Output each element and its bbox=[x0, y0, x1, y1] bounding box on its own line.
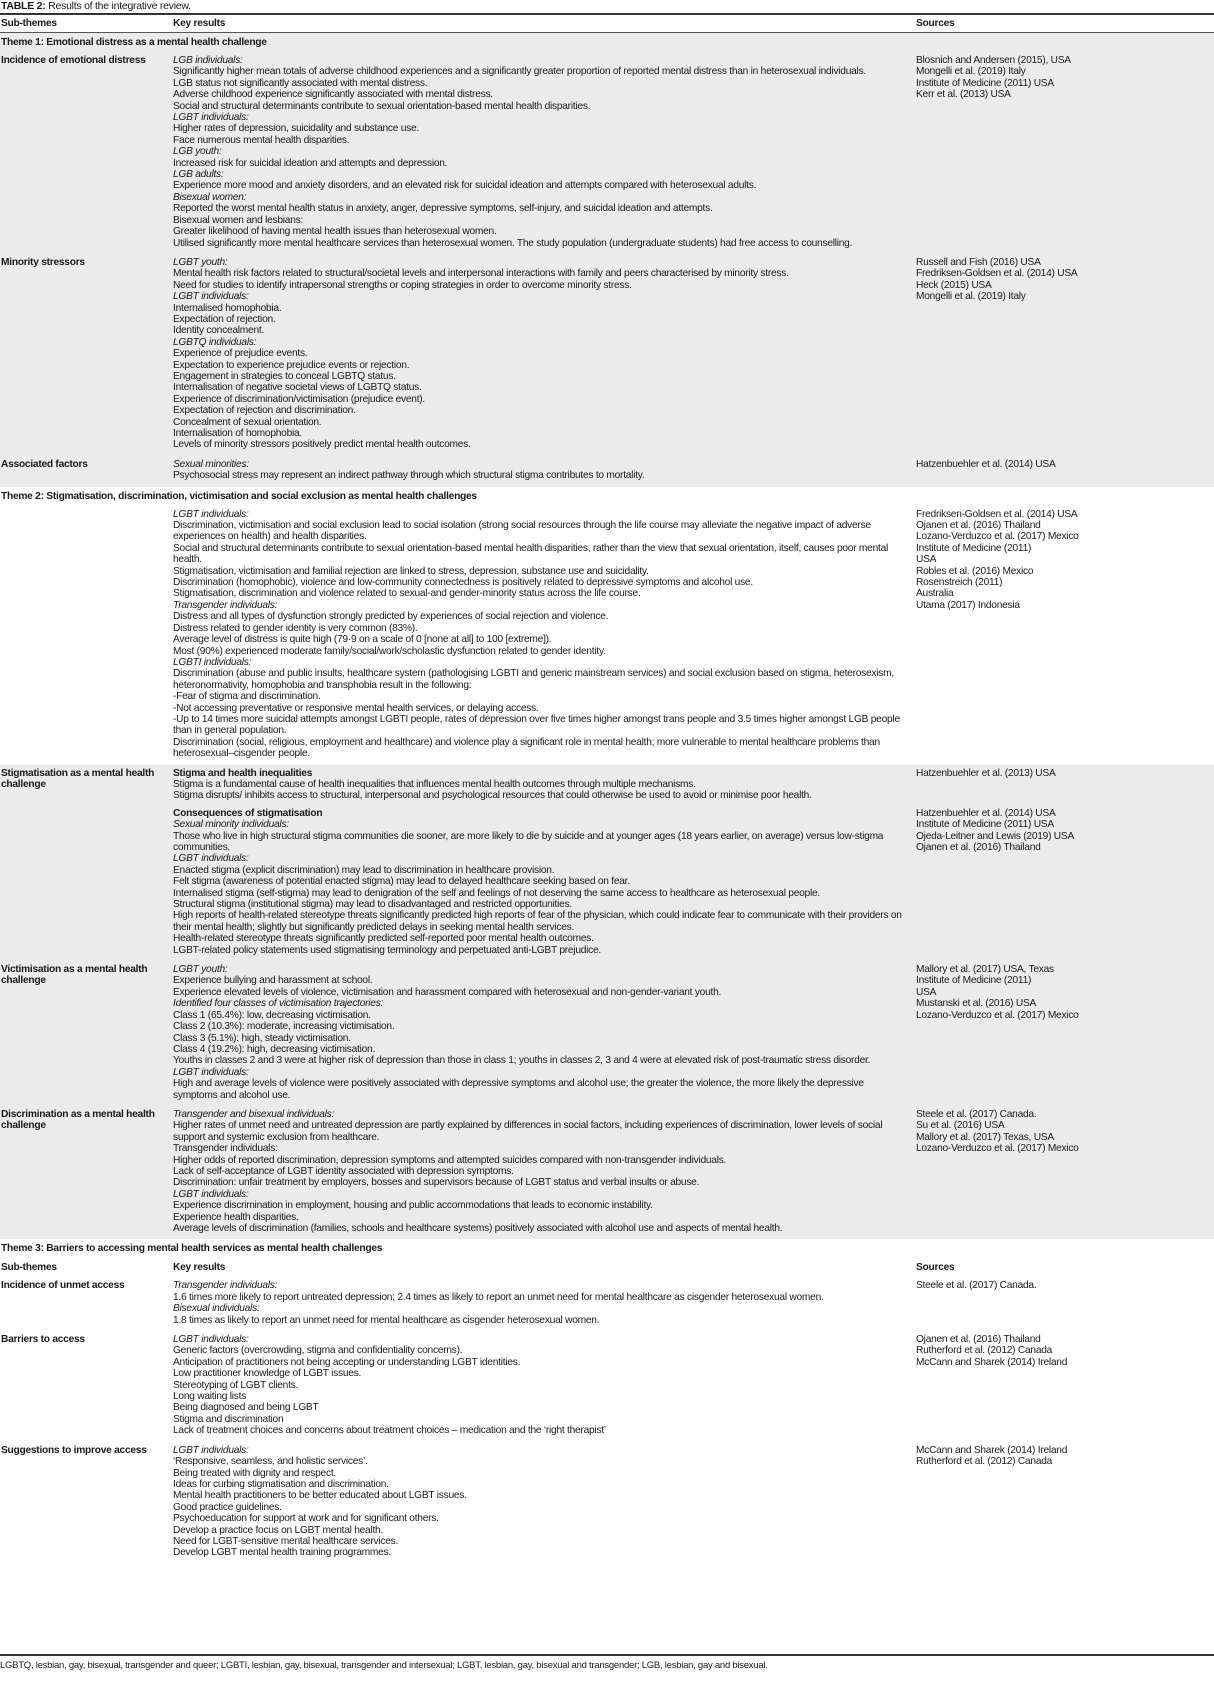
result-line: Lack of treatment choices and concerns about treatment choices – medication and the ‘right therapist’ bbox=[173, 1425, 606, 1437]
result-line: LGB status not significantly associated with mental distress. bbox=[173, 77, 428, 89]
key-results-cell bbox=[173, 1109, 916, 1234]
sources-cell bbox=[916, 1280, 1214, 1326]
header-key-results: Key results bbox=[173, 18, 226, 29]
result-line: Significantly higher mean totals of adverse childhood experiences and a significantly greater proportion of reported mental distress than in heterosexual individuals. bbox=[173, 66, 866, 78]
table-row bbox=[0, 765, 1214, 962]
result-line: Experience discrimination in employment, housing and public accommodations that leads to economic instability. bbox=[173, 1200, 653, 1212]
table-row bbox=[0, 961, 1214, 1106]
source-citation: Fredriksen-Goldsen et al. (2014) USA bbox=[916, 508, 1078, 520]
population-label: LGBT individuals: bbox=[173, 1188, 249, 1200]
row-content bbox=[173, 459, 1214, 482]
result-block bbox=[173, 257, 1214, 451]
population-label: LGB youth: bbox=[173, 146, 222, 158]
result-line: Discrimination (social, religious, employment and healthcare) and violence play a significant role in mental health; more vulnerable to mental healthcare problems than heterosexual–cisgender people. bbox=[173, 736, 880, 760]
table-body bbox=[0, 33, 1214, 1564]
population-label: Sexual minorities: bbox=[173, 458, 249, 470]
result-block bbox=[173, 768, 1214, 802]
key-results-cell bbox=[173, 459, 916, 482]
result-line: Class 2 (10.3%): moderate, increasing victimisation. bbox=[173, 1021, 395, 1033]
result-line: Experience more mood and anxiety disorders, and an elevated risk for suicidal ideation and attempts compared with heterosexual adults. bbox=[173, 180, 757, 192]
result-line: -Not accessing preventative or responsive mental health services, or delaying access. bbox=[173, 702, 539, 714]
sources-cell bbox=[916, 1445, 1214, 1559]
row-content bbox=[173, 55, 1214, 249]
result-line: Increased risk for suicidal ideation and attempts and depression. bbox=[173, 157, 448, 169]
table-row bbox=[0, 1106, 1214, 1239]
key-results-cell bbox=[173, 509, 916, 760]
table-row bbox=[0, 254, 1214, 456]
population-label: LGBT individuals: bbox=[173, 1334, 249, 1346]
subtheme-cell: Victimisation as a mental health challenge bbox=[1, 964, 148, 987]
result-block bbox=[173, 1109, 1214, 1234]
result-line: Enacted stigma (explicit discrimination) may lead to discrimination in healthcare provision. bbox=[173, 864, 555, 876]
result-line: Transgender individuals: bbox=[173, 1143, 278, 1155]
result-line: Develop a practice focus on LGBT mental health. bbox=[173, 1524, 384, 1536]
key-results-cell bbox=[173, 257, 916, 451]
subtheme-cell: Stigmatisation as a mental health challenge bbox=[1, 767, 155, 790]
result-line: Class 3 (5.1%): high, steady victimisation. bbox=[173, 1032, 351, 1044]
result-line: Higher rates of depression, suicidality and substance use. bbox=[173, 123, 419, 135]
source-citation: Lozano-Verduzco et al. (2017) Mexico bbox=[916, 1009, 1079, 1021]
result-line: Discrimination, victimisation and social exclusion lead to social isolation (strong social resources through the life course may alleviate the negative impact of adverse experiences on health) and health disparities. bbox=[173, 520, 871, 543]
theme-section bbox=[0, 487, 1214, 765]
result-line: Engagement in strategies to conceal LGBTQ status. bbox=[173, 370, 396, 382]
source-citation: Mallory et al. (2017) Texas, USA bbox=[916, 1131, 1054, 1143]
source-citation: Hatzenbuehler et al. (2013) USA bbox=[916, 767, 1056, 779]
key-results-cell bbox=[173, 1334, 916, 1437]
row-content bbox=[173, 1280, 1214, 1326]
row-content bbox=[173, 509, 1214, 760]
table-row bbox=[0, 1277, 1214, 1331]
result-line: Expectation of rejection. bbox=[173, 313, 276, 325]
source-citation: Rutherford et al. (2012) Canada bbox=[916, 1345, 1053, 1357]
result-line: Average level of distress is quite high (79·9 on a scale of 0 [none at all] to 100 [extreme]). bbox=[173, 634, 552, 646]
source-citation: Ojanen et al. (2016) Thailand bbox=[916, 520, 1041, 532]
result-line: Experience of discrimination/victimisation (prejudice event). bbox=[173, 393, 426, 405]
key-results-cell bbox=[173, 808, 916, 956]
result-block bbox=[173, 1334, 1214, 1437]
population-label: Transgender and bisexual individuals: bbox=[173, 1108, 335, 1120]
result-line: Felt stigma (awareness of potential enacted stigma) may lead to delayed healthcare seeking based on fear. bbox=[173, 876, 630, 888]
result-line: Experience elevated levels of violence, victimisation and harassment compared with heterosexual and non-gender-variant youth. bbox=[173, 986, 722, 998]
header-key-results: Key results bbox=[173, 1262, 226, 1274]
subtheme-cell: Incidence of emotional distress bbox=[1, 55, 146, 66]
source-citation: Utama (2017) Indonesia bbox=[916, 599, 1020, 611]
result-line: Being diagnosed and being LGBT bbox=[173, 1402, 319, 1414]
population-label: Transgender individuals: bbox=[173, 599, 278, 611]
table-label: TABLE 2: bbox=[1, 0, 46, 12]
result-line: Health-related stereotype threats significantly predicted self-reported poor mental health outcomes. bbox=[173, 933, 594, 945]
result-line: -Up to 14 times more suicidal attempts amongst LGBTI people, rates of depression over five times higher amongst trans people and 3.5 times higher amongst LGB people than in general population. bbox=[173, 713, 900, 737]
result-line: Higher rates of unmet need and untreated depression are partly explained by differences in social factors, including experiences of discrimination, lower levels of social support and systemic exclusion from healthcare. bbox=[173, 1120, 883, 1143]
subtheme-cell: Minority stressors bbox=[1, 256, 85, 268]
header-subthemes: Sub-themes bbox=[1, 1262, 57, 1274]
subtheme-cell: Discrimination as a mental health challenge bbox=[1, 1108, 155, 1132]
result-line: Mental health risk factors related to structural/societal levels and interpersonal interactions with family and peers characterised by minority stress. bbox=[173, 268, 789, 280]
table-footnote: LGBTQ, lesbian, gay, bisexual, transgender and queer; LGBTI, lesbian, gay, bisexual, transgender and intersexual; LGBT, lesbian, gay, bisexual and transgender; LGB, lesbian, gay and bisexual. bbox=[0, 1654, 1214, 1671]
population-label: LGBT youth: bbox=[173, 256, 228, 268]
result-subheading: Stigma and health inequalities bbox=[173, 767, 313, 779]
source-citation: Robles et al. (2016) Mexico bbox=[916, 565, 1034, 577]
row-content bbox=[173, 964, 1214, 1101]
subtheme-cell: Incidence of unmet access bbox=[1, 1280, 125, 1292]
result-line: Generic factors (overcrowding, stigma and confidentiality concerns). bbox=[173, 1345, 463, 1357]
result-line: Internalisation of homophobia. bbox=[173, 428, 302, 439]
result-line: Stigmatisation, victimisation and familial rejection are linked to stress, depression, substance use and suicidality. bbox=[173, 565, 649, 577]
sources-cell bbox=[916, 808, 1214, 956]
subtheme-cell: Barriers to access bbox=[1, 1334, 85, 1346]
population-label: LGBTQ individuals: bbox=[173, 336, 257, 348]
result-line: Anticipation of practitioners not being accepting or understanding LGBT identities. bbox=[173, 1356, 521, 1368]
result-block bbox=[173, 55, 1214, 249]
result-line: Internalised stigma (self-stigma) may lead to denigration of the self and feelings of not deserving the same access to healthcare as heterosexual people. bbox=[173, 887, 820, 899]
table-row bbox=[0, 506, 1214, 765]
result-line: Low practitioner knowledge of LGBT issues. bbox=[173, 1368, 362, 1380]
result-line: Need for studies to identify intrapersonal strengths or coping strategies in order to overcome minority stress. bbox=[173, 279, 632, 291]
source-citation: Hatzenbuehler et al. (2014) USA bbox=[916, 458, 1056, 470]
result-line: Levels of minority stressors positively predict mental health outcomes. bbox=[173, 439, 471, 451]
result-line: Stigmatisation, discrimination and violence related to sexual-and gender-minority status across the life course. bbox=[173, 588, 641, 600]
result-line: Identity concealment. bbox=[173, 325, 265, 337]
theme-section bbox=[0, 33, 1214, 487]
result-line: High and average levels of violence were positively associated with depressive symptoms and alcohol use; the greater the violence, the more likely the depressive symptoms and alcohol use. bbox=[173, 1078, 864, 1101]
result-line: Expectation of rejection and discrimination. bbox=[173, 405, 356, 417]
key-results-cell bbox=[173, 1445, 916, 1559]
source-citation: USA bbox=[916, 986, 937, 998]
source-citation: Fredriksen-Goldsen et al. (2014) USA bbox=[916, 268, 1078, 280]
result-line: Need for LGBT-sensitive mental healthcare services. bbox=[173, 1535, 399, 1547]
theme-heading: Theme 2: Stigmatisation, discrimination, victimisation and social exclusion as mental health challenges bbox=[1, 490, 477, 502]
sources-cell bbox=[916, 459, 1214, 482]
table-header bbox=[0, 15, 1214, 33]
population-label: LGB individuals: bbox=[173, 55, 243, 66]
source-citation: Kerr et al. (2013) USA bbox=[916, 89, 1011, 101]
result-line: Being treated with dignity and respect. bbox=[173, 1467, 336, 1479]
population-label: LGBT youth: bbox=[173, 964, 228, 976]
table-row bbox=[0, 456, 1214, 487]
sources-cell bbox=[916, 1334, 1214, 1437]
population-label: LGBT individuals: bbox=[173, 1066, 249, 1078]
result-line: ‘Responsive, seamless, and holistic services’. bbox=[173, 1456, 368, 1468]
result-line: Social and structural determinants contribute to sexual orientation-based mental health disparities. bbox=[173, 100, 591, 112]
population-label: LGBT individuals: bbox=[173, 1444, 249, 1456]
source-citation: Steele et al. (2017) Canada. bbox=[916, 1108, 1037, 1120]
source-citation: Mallory et al. (2017) USA, Texas bbox=[916, 964, 1054, 976]
source-citation: Heck (2015) USA bbox=[916, 279, 992, 291]
result-line: Greater likelihood of having mental health issues than heterosexual women. bbox=[173, 226, 497, 238]
sources-cell bbox=[916, 257, 1214, 451]
source-citation: Mongelli et al. (2019) Italy bbox=[916, 291, 1026, 303]
table-row bbox=[0, 1442, 1214, 1564]
header-subthemes: Sub-themes bbox=[1, 18, 57, 29]
sources-cell bbox=[916, 964, 1214, 1101]
source-citation: Ojeda-Leitner and Lewis (2019) USA bbox=[916, 830, 1074, 842]
result-line: Long waiting lists bbox=[173, 1391, 247, 1403]
table-caption bbox=[1, 0, 191, 12]
source-citation: Australia bbox=[916, 588, 954, 600]
header-sources: Sources bbox=[916, 1262, 955, 1274]
population-label: LGBTI individuals: bbox=[173, 656, 252, 668]
source-citation: Steele et al. (2017) Canada. bbox=[916, 1280, 1037, 1292]
theme-section bbox=[0, 1239, 1214, 1563]
sources-cell bbox=[916, 768, 1214, 802]
source-citation: Ojanen et al. (2016) Thailand bbox=[916, 1334, 1041, 1346]
source-citation: Mustanski et al. (2016) USA bbox=[916, 998, 1037, 1010]
theme-section bbox=[0, 765, 1214, 1240]
result-line: Discrimination: unfair treatment by employers, bosses and supervisors because of LGBT status and verbal insults or abuse. bbox=[173, 1177, 700, 1189]
population-label: LGBT individuals: bbox=[173, 291, 249, 303]
population-label: LGB adults: bbox=[173, 169, 224, 181]
result-line: Class 1 (65.4%): low, decreasing victimisation. bbox=[173, 1009, 371, 1021]
result-line: Experience health disparities. bbox=[173, 1211, 299, 1223]
result-line: Experience bullying and harassment at school. bbox=[173, 975, 373, 987]
subtheme-cell: Associated factors bbox=[1, 458, 88, 470]
population-label: Identified four classes of victimisation trajectories: bbox=[173, 998, 384, 1010]
source-citation: Institute of Medicine (2011) USA bbox=[916, 819, 1054, 831]
result-line: Utilised significantly more mental healthcare services than heterosexual women. The study population (undergraduate students) had free access to counselling. bbox=[173, 237, 853, 249]
result-block bbox=[173, 509, 1214, 760]
result-line: Bisexual women and lesbians: bbox=[173, 214, 304, 226]
source-citation: Ojanen et al. (2016) Thailand bbox=[916, 842, 1041, 853]
result-line: Distress related to gender identity is very common (83%). bbox=[173, 622, 418, 634]
population-label: LGBT individuals: bbox=[173, 508, 249, 520]
row-content bbox=[173, 768, 1214, 957]
result-line: 1.6 times more likely to report untreated depression; 2.4 times as likely to report an unmet need for mental healthcare as cisgender heterosexual women. bbox=[173, 1291, 824, 1303]
result-line: Internalisation of negative societal views of LGBTQ status. bbox=[173, 382, 422, 394]
result-block bbox=[173, 1445, 1214, 1559]
result-line: Ideas for curbing stigmatisation and discrimination. bbox=[173, 1478, 389, 1490]
source-citation: Institute of Medicine (2011) bbox=[916, 975, 1032, 987]
row-content bbox=[173, 257, 1214, 451]
result-line: Develop LGBT mental health training programmes. bbox=[173, 1547, 391, 1559]
source-citation: Rosenstreich (2011) bbox=[916, 577, 1003, 589]
theme-heading: Theme 1: Emotional distress as a mental health challenge bbox=[1, 37, 267, 48]
result-line: Face numerous mental health disparities. bbox=[173, 134, 350, 146]
population-label: Bisexual women: bbox=[173, 191, 247, 203]
source-citation: Lozano-Verduzco et al. (2017) Mexico bbox=[916, 531, 1079, 543]
subtheme-cell: Suggestions to improve access bbox=[1, 1444, 147, 1456]
result-line: Most (90%) experienced moderate family/social/work/scholastic dysfunction related to gender identity. bbox=[173, 645, 606, 657]
result-line: Stigma is a fundamental cause of health inequalities that influences mental health outcomes through multiple mechanisms. bbox=[173, 778, 696, 790]
result-line: Discrimination (abuse and public insults, healthcare system (pathologising LGBTI and generic mainstream services) and social exclusion based on stigma, heterosexism, heteronormativity, homophobia and transphobia result in the following: bbox=[173, 668, 894, 691]
row-content bbox=[173, 1334, 1214, 1437]
result-block bbox=[173, 1280, 1214, 1326]
result-line: Stigma disrupts/ inhibits access to structural, interpersonal and psychological resources that could otherwise be used to avoid or minimise poor health. bbox=[173, 790, 812, 802]
result-line: Discrimination (homophobic), violence and low-community connectedness is positively related to depressive symptoms and alcohol use. bbox=[173, 577, 753, 589]
result-line: Concealment of sexual orientation. bbox=[173, 416, 322, 428]
sources-cell bbox=[916, 1109, 1214, 1234]
result-line: Lack of self-acceptance of LGBT identity associated with depression symptoms. bbox=[173, 1165, 514, 1177]
population-label: LGBT individuals: bbox=[173, 112, 249, 124]
result-line: Average levels of discrimination (families, schools and healthcare systems) positively associated with alcohol use and aspects of mental health. bbox=[173, 1223, 783, 1234]
header-sources: Sources bbox=[916, 18, 955, 29]
result-line: Stereotyping of LGBT clients. bbox=[173, 1379, 299, 1391]
source-citation: Russell and Fish (2016) USA bbox=[916, 256, 1041, 268]
source-citation: Mongelli et al. (2019) Italy bbox=[916, 66, 1026, 78]
source-citation: McCann and Sharek (2014) Ireland bbox=[916, 1444, 1068, 1456]
result-line: 1.8 times as likely to report an unmet need for mental healthcare as cisgender heterosexual women. bbox=[173, 1314, 600, 1326]
key-results-cell bbox=[173, 964, 916, 1101]
result-line: High reports of health-related stereotype threats significantly predicted high reports of fear of the physician, which could indicate fear to communicate with their providers on their mental health; slightly but significantly predicted delays in seeking mental health services. bbox=[173, 910, 902, 933]
result-line: Youths in classes 2 and 3 were at higher risk of depression than those in class 1; youths in classes 2, 3 and 4 were at elevated risk of post-traumatic stress disorder. bbox=[173, 1055, 871, 1067]
sub-header bbox=[0, 1258, 1214, 1277]
result-line: -Fear of stigma and discrimination. bbox=[173, 691, 321, 703]
source-citation: Institute of Medicine (2011) USA bbox=[916, 77, 1054, 89]
population-label: Transgender individuals: bbox=[173, 1280, 278, 1292]
result-line: Internalised homophobia. bbox=[173, 302, 282, 314]
source-citation: Hatzenbuehler et al. (2014) USA bbox=[916, 807, 1056, 819]
result-subheading: Consequences of stigmatisation bbox=[173, 807, 323, 819]
result-line: Higher odds of reported discrimination, depression symptoms and attempted suicides compared with non-transgender individuals. bbox=[173, 1154, 727, 1166]
subtheme-cell bbox=[0, 509, 173, 760]
result-block bbox=[173, 459, 1214, 482]
source-citation: USA bbox=[916, 554, 937, 566]
result-line: Experience of prejudice events. bbox=[173, 348, 308, 360]
table-row bbox=[0, 1331, 1214, 1442]
key-results-cell bbox=[173, 1280, 916, 1326]
population-label: LGBT individuals: bbox=[173, 853, 249, 865]
result-line: Good practice guidelines. bbox=[173, 1501, 282, 1513]
source-citation: Rutherford et al. (2012) Canada bbox=[916, 1456, 1053, 1468]
results-table bbox=[0, 13, 1214, 1564]
result-line: Stigma and discrimination bbox=[173, 1413, 284, 1425]
source-citation: Su et al. (2016) USA bbox=[916, 1120, 1005, 1132]
result-line: Expectation to experience prejudice events or rejection. bbox=[173, 359, 410, 371]
population-label: Sexual minority individuals: bbox=[173, 819, 289, 831]
key-results-cell bbox=[173, 768, 916, 802]
result-line: Structural stigma (institutional stigma) may lead to disadvantaged and restricted opportunities. bbox=[173, 899, 572, 911]
key-results-cell bbox=[173, 55, 916, 249]
result-line: Mental health practitioners to be better educated about LGBT issues. bbox=[173, 1490, 467, 1502]
row-content bbox=[173, 1445, 1214, 1559]
population-label: Bisexual individuals: bbox=[173, 1303, 260, 1315]
row-content bbox=[173, 1109, 1214, 1234]
result-line: Distress and all types of dysfunction strongly predicted by experiences of social rejection and violence. bbox=[173, 611, 609, 623]
result-line: Psychosocial stress may represent an indirect pathway through which structural stigma contributes to mortality. bbox=[173, 470, 645, 482]
result-line: Those who live in high structural stigma communities die sooner, are more likely to die by suicide and at younger ages (18 years earlier, on average) versus low-stigma communities. bbox=[173, 830, 884, 853]
result-line: Social and structural determinants contribute to sexual orientation-based mental health disparities, rather than the view that sexual orientation, itself, causes poor mental health. bbox=[173, 542, 889, 566]
source-citation: Blosnich and Andersen (2015), USA bbox=[916, 55, 1071, 66]
theme-heading: Theme 3: Barriers to accessing mental health services as mental health challenges bbox=[1, 1243, 383, 1255]
result-block bbox=[173, 808, 1214, 956]
result-line: Class 4 (19.2%): high, decreasing victimisation. bbox=[173, 1043, 376, 1055]
source-citation: Institute of Medicine (2011) bbox=[916, 542, 1032, 554]
result-line: Reported the worst mental health status in anxiety, anger, depressive symptoms, self-injury, and suicidal ideation and attempts. bbox=[173, 203, 713, 215]
source-citation: Lozano-Verduzco et al. (2017) Mexico bbox=[916, 1143, 1079, 1155]
table-title: Results of the integrative review. bbox=[45, 0, 191, 12]
result-line: LGBT-related policy statements used stigmatising terminology and perpetuated anti-LGBT prejudice. bbox=[173, 944, 602, 956]
result-line: Adverse childhood experience significantly associated with mental distress. bbox=[173, 89, 493, 101]
table-row bbox=[0, 52, 1214, 254]
sources-cell bbox=[916, 509, 1214, 760]
result-line: Psychoeducation for support at work and for significant others. bbox=[173, 1513, 439, 1525]
sources-cell bbox=[916, 55, 1214, 249]
source-citation: McCann and Sharek (2014) Ireland bbox=[916, 1356, 1068, 1368]
result-block bbox=[173, 964, 1214, 1101]
